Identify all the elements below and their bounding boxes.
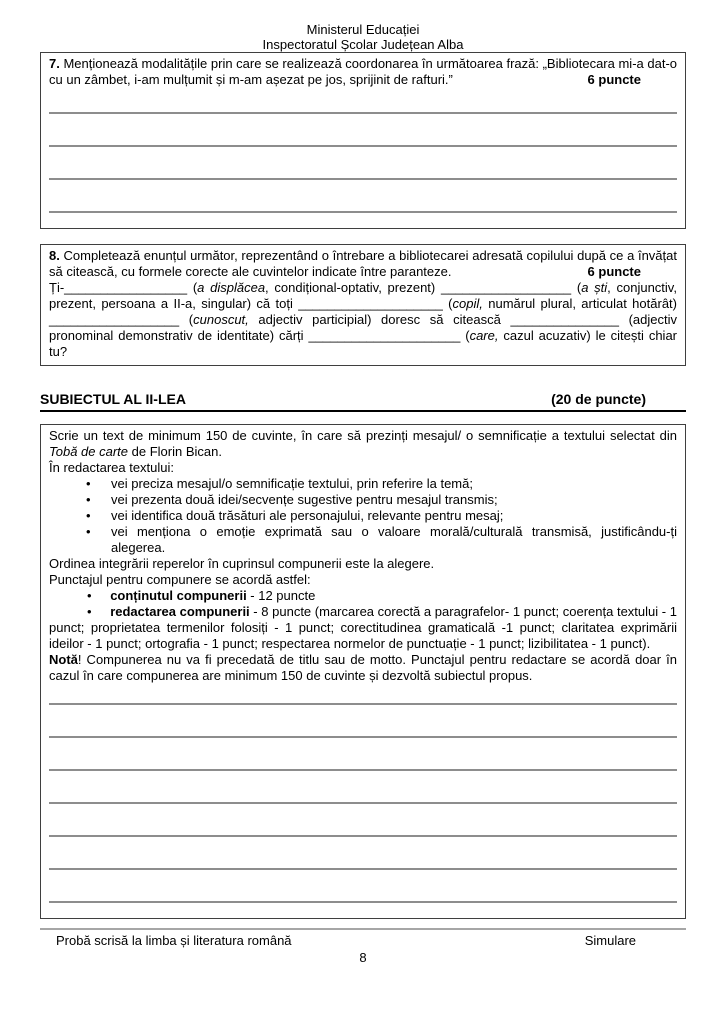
text-run: ! Compunerea nu va fi precedată de titlu sau de motto. Punctajul pentru redactare se acordă doar în cazul în care compunerea are minimum 150 de cuvinte și dezvoltă subiectul propus.	[49, 652, 677, 683]
question-8-box	[40, 244, 686, 366]
requirement-item	[49, 508, 677, 524]
text-run: __________________	[440, 280, 572, 295]
text-run: cunoscut,	[193, 312, 249, 327]
question-8-fill-text	[49, 280, 677, 365]
scoring-item-content	[49, 588, 677, 604]
answer-line	[49, 114, 677, 147]
order-note: Ordinea integrării reperelor în cuprinsul compunerii este la alegere.	[49, 556, 435, 571]
requirement-item	[49, 476, 677, 492]
text-run: (	[179, 312, 194, 327]
text-run: (	[460, 328, 470, 343]
page-header	[40, 22, 686, 52]
question-7-points: 6 puncte	[587, 72, 641, 87]
text-run: de Florin Bican.	[128, 444, 222, 459]
redactare-label: În redactarea textului:	[49, 460, 175, 475]
text-run: 8.	[49, 248, 60, 263]
footer-exam-type: Simulare	[584, 933, 636, 948]
question-8-text	[49, 248, 677, 279]
subject-2-intro	[49, 428, 677, 460]
ministry-title: Ministerul Educației	[306, 22, 420, 37]
text-run: a ști	[581, 280, 608, 295]
text-run: _____________________	[308, 328, 461, 343]
text-run: Scrie un text de minimum 150 de cuvinte, în care să prezinți mesajul/ o semnificație a textului selectat din	[49, 428, 677, 443]
answer-line	[49, 705, 677, 738]
text-run: 7.	[49, 56, 60, 71]
subject-2-box	[40, 424, 686, 919]
text-run: Tobă de carte	[49, 444, 129, 459]
text-run: redactarea compunerii	[110, 604, 250, 619]
scoring-item-content-text	[110, 588, 315, 603]
requirement-text: vei prezenta două idei/secvențe sugestive pentru mesajul transmis;	[111, 492, 498, 507]
answer-line	[49, 804, 677, 837]
text-run: Completează enunțul următor, reprezentând o întrebare a bibliotecarei adresată copilului după ce a învățat să citească, cu formele corecte ale cuvintelor indicate între paranteze.	[49, 248, 677, 279]
text-run: a displăcea	[197, 280, 266, 295]
text-run: (	[187, 280, 198, 295]
page-number: 8	[359, 950, 367, 965]
subject-2-answer-lines	[49, 672, 677, 918]
text-run: (	[571, 280, 582, 295]
scoring-item-redactare-text	[49, 604, 677, 651]
bullet-marker: •	[86, 524, 91, 539]
question-7-answer-lines	[49, 81, 677, 228]
requirement-text: vei identifica două trăsături ale personajului, relevante pentru mesaj;	[111, 508, 504, 523]
answer-line	[49, 870, 677, 903]
bullet-marker: •	[86, 476, 91, 491]
text-run: Menționează modalitățile prin care se realizează coordonarea în următoarea frază: „Bibliotecara mi-a dat-o cu un zâmbet, i-am mulțumit și m-am așezat pe jos, sprijinit de rafturi.”	[49, 56, 677, 87]
text-run: - 8 puncte (marcarea corectă a paragrafelor- 1 punct; coerența textului - 1 punct; proprietatea termenilor folosiți - 1 punct; corectitudinea gramaticală -1 punct; claritatea exprimării ideilor - 1 punct; ortografia - 1 punct; respectarea normelor de punctuație - 1 punct; lizibilitatea - 1 punct).	[49, 604, 677, 651]
text-run: ____________________	[298, 296, 443, 311]
text-run: , condițional-optativ, prezent)	[265, 280, 441, 295]
scoring-item-redactare	[49, 604, 677, 652]
question-7-box	[40, 52, 686, 229]
bullet-marker: •	[86, 508, 91, 523]
requirement-text: vei menționa o emoție exprimată sau o valoare morală/culturală transmisă, justificându-ți alegerea.	[111, 524, 677, 555]
bullet-marker: •	[87, 604, 92, 619]
page-footer	[40, 928, 686, 965]
requirement-item	[49, 492, 677, 508]
text-run: __________________	[49, 312, 180, 327]
text-run: (	[442, 296, 453, 311]
text-run: copil,	[452, 296, 483, 311]
scoring-label: Punctajul pentru compunere se acordă astfel:	[49, 572, 311, 587]
answer-line	[49, 738, 677, 771]
question-7-statement	[49, 56, 677, 88]
requirement-item	[49, 524, 677, 556]
text-run: care,	[469, 328, 499, 343]
answer-line	[49, 837, 677, 870]
footer-row	[40, 933, 686, 948]
text-run: - 12 puncte	[246, 588, 316, 603]
requirement-text: vei preciza mesajul/o semnificație textului, prin referire la temă;	[111, 476, 473, 491]
inspectorate-title: Inspectoratul Școlar Județean Alba	[262, 37, 464, 52]
text-run: (adjectiv pronominal demonstrativ de identitate) cărți	[49, 312, 677, 343]
bullet-marker: •	[86, 492, 91, 507]
text-run: adjectiv participial) doresc să citească	[248, 312, 511, 327]
footer-exam-name: Probă scrisă la limba și literatura română	[56, 933, 292, 948]
text-run: Notă	[49, 652, 78, 667]
text-run: conținutul compunerii	[110, 588, 247, 603]
answer-line	[49, 771, 677, 804]
subject-2-title: SUBIECTUL AL II-LEA	[40, 391, 186, 407]
bullet-marker: •	[87, 588, 92, 603]
answer-line	[49, 147, 677, 180]
subject-2-points: (20 de puncte)	[551, 391, 646, 407]
requirements-list	[49, 476, 677, 556]
question-8-points: 6 puncte	[587, 264, 641, 279]
text-run: numărul plural, articulat hotărât)	[482, 296, 677, 311]
answer-line	[49, 180, 677, 213]
text-run: Ți-	[49, 280, 65, 295]
text-run: , conjunctiv, prezent, persoana a II-a, singular) că toți	[49, 280, 677, 311]
text-run: _______________	[510, 312, 619, 327]
text-run: cazul acuzativ) le citești chiar tu?	[49, 328, 677, 359]
subject-2-heading	[40, 391, 686, 412]
question-7-text	[49, 56, 677, 87]
text-run: _________________	[64, 280, 188, 295]
question-8-statement	[49, 248, 677, 280]
